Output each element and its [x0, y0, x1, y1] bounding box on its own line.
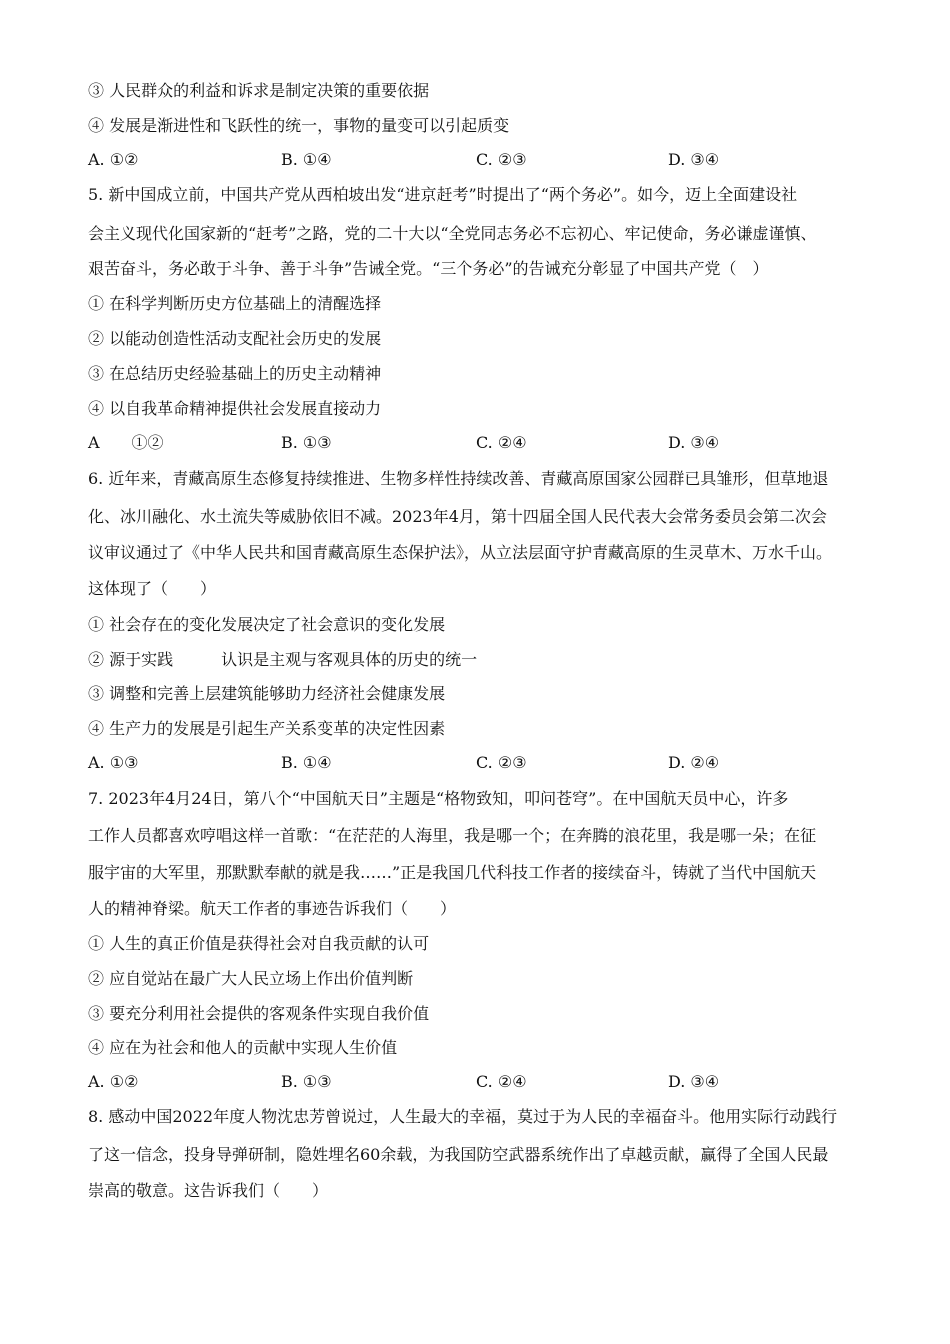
q6-stem-line-1: 6. 近年来，青藏高原生态修复持续推进、生物多样性持续改善、青藏高原国家公园群已具雏形，但草地退: [88, 469, 829, 488]
q5-item-1: ① 在科学判断历史方位基础上的清醒选择: [88, 294, 382, 313]
q6-item-2: ② 源于实践 认识是主观与客观具体的历史的统一: [88, 650, 478, 669]
prev-item-3: ③ 人民群众的利益和诉求是制定决策的重要依据: [88, 81, 430, 100]
option-a: A. ①②: [88, 1072, 139, 1091]
q7-item-2: ② 应自觉站在最广大人民立场上作出价值判断: [88, 969, 414, 988]
option-c: C. ②③: [476, 150, 527, 169]
q5-stem-line-2: 会主义现代化国家新的“赶考”之路，党的二十大以“全党同志务必不忘初心、牢记使命，务必谦虚谨慎、: [88, 224, 817, 243]
q5-item-4: ④ 以自我革命精神提供社会发展直接动力: [88, 399, 382, 418]
q5-stem-line-1: 5. 新中国成立前，中国共产党从西柏坡出发“进京赶考”时提出了“两个务必”。如今，迈上全面建设社: [88, 185, 798, 204]
option-d: D. ③④: [668, 150, 720, 169]
q7-item-4: ④ 应在为社会和他人的贡献中实现人生价值: [88, 1038, 398, 1057]
q7-stem-line-4: 人的精神脊梁。航天工作者的事迹告诉我们（ ）: [88, 899, 457, 918]
option-b: B. ①④: [281, 753, 332, 772]
option-a: A. ①②: [88, 150, 139, 169]
option-a: A ①②: [88, 433, 164, 452]
q7-item-3: ③ 要充分利用社会提供的客观条件实现自我价值: [88, 1004, 430, 1023]
q8-stem-line-1: 8. 感动中国2022年度人物沈忠芳曾说过，人生最大的幸福，莫过于为人民的幸福奋斗。他用实际行动践行: [88, 1107, 838, 1126]
q6-options: [88, 752, 878, 774]
q7-stem-line-1: 7. 2023年4月24日，第八个“中国航天日”主题是“格物致知，叩问苍穹”。在中国航天员中心，许多: [88, 789, 789, 808]
option-d: D. ②④: [668, 753, 720, 772]
q6-stem-line-2: 化、冰川融化、水土流失等威胁依旧不减。2023年4月，第十四届全国人民代表大会常务委员会第二次会: [88, 507, 827, 526]
q5-options: [88, 432, 878, 454]
option-c: C. ②④: [476, 433, 527, 452]
q7-stem-line-3: 服宇宙的大军里，那默默奉献的就是我……”正是我国几代科技工作者的接续奋斗，铸就了当代中国航天: [88, 863, 817, 882]
q8-stem-line-3: 崇高的敬意。这告诉我们（ ）: [88, 1181, 329, 1200]
q5-item-2: ② 以能动创造性活动支配社会历史的发展: [88, 329, 382, 348]
option-b: B. ①③: [281, 1072, 332, 1091]
option-c: C. ②③: [476, 753, 527, 772]
q8-stem-line-2: 了这一信念，投身导弹研制，隐姓埋名60余载，为我国防空武器系统作出了卓越贡献，赢得了全国人民最: [88, 1145, 829, 1164]
option-a: A. ①③: [88, 753, 139, 772]
option-d: D. ③④: [668, 433, 720, 452]
prev-item-4: ④ 发展是渐进性和飞跃性的统一，事物的量变可以引起质变: [88, 116, 510, 135]
q6-stem-line-3: 议审议通过了《中华人民共和国青藏高原生态保护法》，从立法层面守护青藏高原的生灵草木、万水千山。: [88, 543, 833, 562]
q6-item-3: ③ 调整和完善上层建筑能够助力经济社会健康发展: [88, 684, 446, 703]
option-b: B. ①③: [281, 433, 332, 452]
q6-item-4: ④ 生产力的发展是引起生产关系变革的决定性因素: [88, 719, 446, 738]
q6-stem-line-4: 这体现了（ ）: [88, 579, 217, 598]
q7-stem-line-2: 工作人员都喜欢哼唱这样一首歌：“在茫茫的人海里，我是哪一个；在奔腾的浪花里，我是哪一朵；在征: [88, 826, 817, 845]
q7-options: [88, 1071, 878, 1093]
q6-item-1: ① 社会存在的变化发展决定了社会意识的变化发展: [88, 615, 446, 634]
q7-item-1: ① 人生的真正价值是获得社会对自我贡献的认可: [88, 934, 430, 953]
option-b: B. ①④: [281, 150, 332, 169]
prev-options: [88, 149, 878, 171]
option-d: D. ③④: [668, 1072, 720, 1091]
q5-item-3: ③ 在总结历史经验基础上的历史主动精神: [88, 364, 382, 383]
option-c: C. ②④: [476, 1072, 527, 1091]
q5-stem-line-3: 艰苦奋斗，务必敢于斗争、善于斗争”告诫全党。“三个务必”的告诫充分彰显了中国共产党（ ）: [88, 259, 769, 278]
